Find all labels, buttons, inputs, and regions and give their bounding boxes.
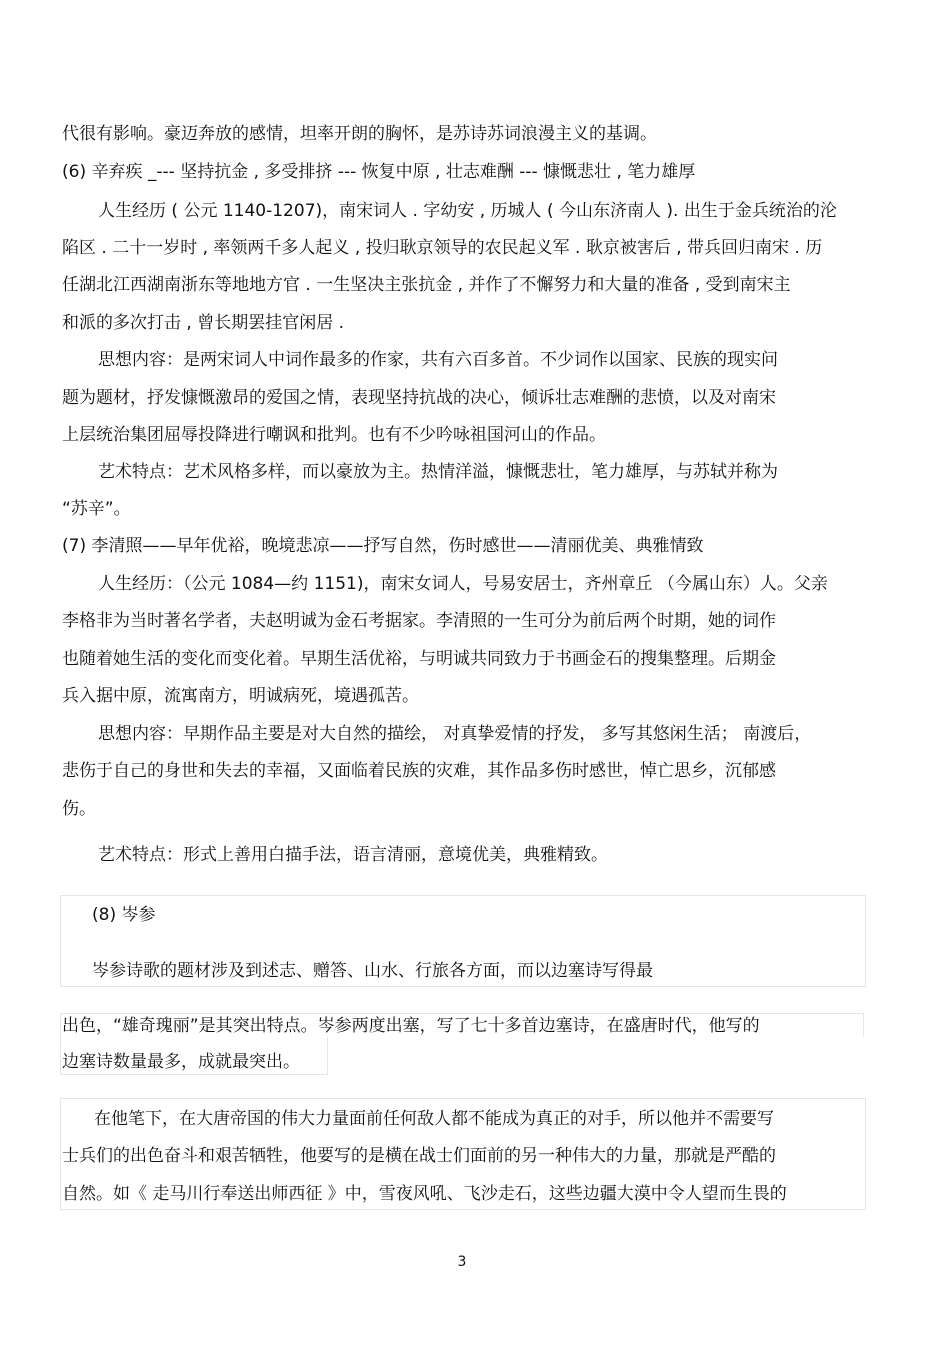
text-line: 悲伤于自己的身世和失去的幸福，又面临着民族的灾难，其作品多伤时感世，悼亡思乡，沉郁感 [62,761,776,781]
text-line: 出色，“雄奇瑰丽”是其突出特点。岑参两度出塞，写了七十多首边塞诗，在盛唐时代，他写的 [62,1016,760,1036]
section-heading-li-qingzhao: (7) 李清照——早年优裕，晚境悲凉——抒写自然，伤时感世——清丽优美、典雅情致 [62,536,704,556]
text-line: 兵入据中原，流寓南方，明诚病死，境遇孤苦。 [62,686,419,706]
text-line: 代很有影响。豪迈奔放的感情，坦率开朗的胸怀，是苏诗苏词浪漫主义的基调。 [62,124,657,144]
text-line: 也随着她生活的变化而变化着。早期生活优裕，与明诚共同致力于书画金石的搜集整理。后期金 [62,649,776,669]
text-line: 题为题材，抒发慷慨激昂的爱国之情，表现坚持抗战的决心，倾诉壮志难酬的悲愤，以及对南宋 [62,388,776,408]
text-line: 艺术特点：艺术风格多样，而以豪放为主。热情洋溢，慷慨悲壮，笔力雄厚，与苏轼并称为 [98,462,778,482]
text-line: 人生经历：（公元 1084—约 1151)，南宋女词人，号易安居士，齐州章丘 （今属山东）人。父亲 [98,574,828,594]
text-line: 在他笔下，在大唐帝国的伟大力量面前任何敌人都不能成为真正的对手，所以他并不需要写 [94,1109,774,1129]
text-line: 和派的多次打击 , 曾长期罢挂官闲居 . [62,313,345,333]
page-number: 3 [457,1254,467,1270]
text-line: 陷区 . 二十一岁时 , 率领两千多人起义 , 投归耿京领导的农民起义军 . 耿京被害后 , 带兵回归南宋 . 历 [62,238,823,258]
text-line: 边塞诗数量最多，成就最突出。 [62,1052,300,1072]
text-line: 岑参诗歌的题材涉及到述志、赠答、山水、行旅各方面，而以边塞诗写得最 [92,961,653,981]
text-line: 思想内容：早期作品主要是对大自然的描绘， 对真挚爱情的抒发， 多写其悠闲生活； 南渡后， [98,724,812,744]
text-line: 上层统治集团屈辱投降进行嘲讽和批判。也有不少吟咏祖国河山的作品。 [62,425,606,445]
section-heading-xin-qiji: (6) 辛弃疾 _--- 坚持抗金 , 多受排挤 --- 恢复中原 , 壮志难酬 --- 慷慨悲壮 , 笔力雄厚 [62,162,696,182]
text-line: 艺术特点：形式上善用白描手法，语言清丽，意境优美，典雅精致。 [98,845,608,865]
text-line: 任湖北江西湖南浙东等地地方官 . 一生坚决主张抗金 , 并作了不懈努力和大量的准备 , 受到南宋主 [62,275,791,295]
text-line: 人生经历 ( 公元 1140-1207)，南宋词人 . 字幼安 , 历城人 ( 今山东济南人 ). 出生于金兵统治的沦 [98,201,837,221]
text-line: “苏辛”。 [62,499,131,519]
text-line: 思想内容：是两宋词人中词作最多的作家，共有六百多首。不少词作以国家、民族的现实问 [98,350,778,370]
text-line: 自然。如《 走马川行奉送出师西征 》中，雪夜风吼、飞沙走石，这些边疆大漠中令人望而生畏的 [62,1184,787,1204]
text-line: 伤。 [62,799,96,819]
text-line: 李格非为当时著名学者，夫赵明诚为金石考据家。李清照的一生可分为前后两个时期，她的词作 [62,611,776,631]
text-line: 士兵们的出色奋斗和艰苦牺牲，他要写的是横在战士们面前的另一种伟大的力量，那就是严酷的 [62,1146,776,1166]
section-heading-cen-shen: (8) 岑参 [92,905,156,925]
